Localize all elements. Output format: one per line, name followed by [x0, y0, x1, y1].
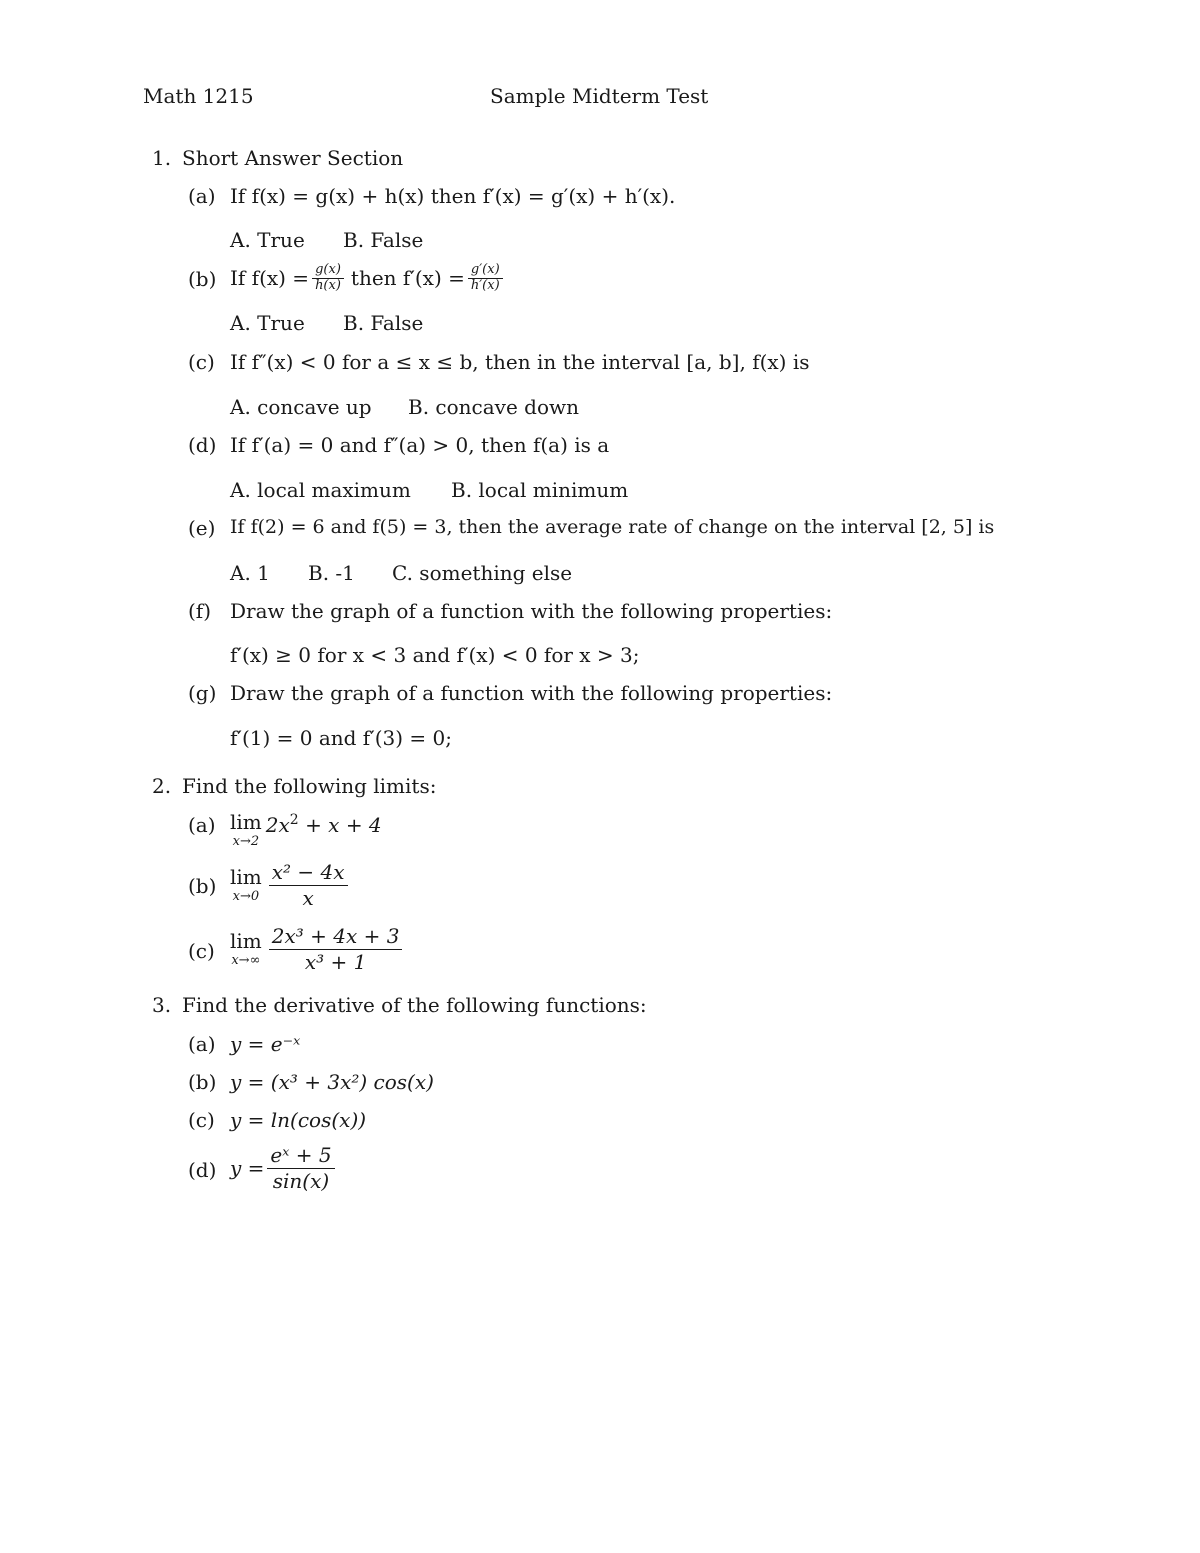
- q3a-text: y = e⁻ˣ: [230, 1032, 301, 1056]
- q2b-limit: [230, 867, 262, 903]
- question-3-title: Find the derivative of the following functions:: [182, 993, 647, 1017]
- course-name: Math 1215: [143, 84, 254, 108]
- q1g-label: (g): [188, 681, 217, 705]
- q3d-prefix: y =: [230, 1156, 265, 1180]
- q1a-label: (a): [188, 184, 216, 208]
- q2a-label: (a): [188, 813, 216, 837]
- q3b-label: (b): [188, 1070, 217, 1094]
- question-2-title: Find the following limits:: [182, 774, 437, 798]
- question-2-number: 2.: [152, 774, 172, 798]
- q2b-fraction: [269, 860, 348, 911]
- q1d-choice-b: B. local minimum: [451, 478, 629, 502]
- q1d-text: If f′(a) = 0 and f″(a) > 0, then f(a) is a: [230, 433, 610, 457]
- q1b-fraction-2-denominator: h′(x): [470, 277, 500, 293]
- q3c-text: y = ln(cos(x)): [230, 1108, 367, 1132]
- q1e-label: (e): [188, 516, 216, 540]
- q1b-fraction-2-numerator: g′(x): [468, 263, 503, 279]
- q1b-prefix: If f(x) =: [230, 266, 310, 290]
- q2b-lim-word: lim: [230, 865, 262, 889]
- q3d-fraction: [267, 1143, 334, 1194]
- q2b-lim-sub: x→0: [232, 889, 260, 904]
- question-1-title: Short Answer Section: [182, 146, 404, 170]
- q3d-label: (d): [188, 1158, 217, 1182]
- q1b-choice-b: B. False: [343, 311, 424, 335]
- q1a-choice-b: B. False: [343, 228, 424, 252]
- q1b-mid: then f′(x) =: [350, 266, 465, 290]
- q1e-choice-c: C. something else: [392, 561, 573, 585]
- q2a-expr-base: 2x: [265, 813, 290, 837]
- q1g-text: Draw the graph of a function with the following properties:: [230, 681, 833, 705]
- q1b-label: (b): [188, 267, 217, 291]
- q3c-label: (c): [188, 1108, 215, 1132]
- q3a-label: (a): [188, 1032, 216, 1056]
- q2c-limit: [230, 931, 262, 967]
- q1c-text: If f″(x) < 0 for a ≤ x ≤ b, then in the interval [a, b], f(x) is: [230, 350, 810, 374]
- q3d-denominator: sin(x): [272, 1168, 330, 1193]
- q1e-choice-b: B. -1: [308, 561, 355, 585]
- q2a-limit: [230, 812, 262, 848]
- q2a-lim-word: lim: [230, 810, 262, 834]
- q2a-expr: [265, 812, 382, 837]
- q2a-expr-rest: + x + 4: [305, 813, 382, 837]
- q3d-numerator: eˣ + 5: [267, 1143, 334, 1169]
- q2c-label: (c): [188, 939, 215, 963]
- q1c-choice-a: A. concave up: [230, 395, 372, 419]
- q2c-numerator: 2x³ + 4x + 3: [269, 924, 403, 950]
- q2a-lim-sub: x→2: [232, 834, 260, 849]
- q1b-fraction-1-denominator: h(x): [315, 277, 341, 293]
- q1c-label: (c): [188, 350, 215, 374]
- q1g-condition: f′(1) = 0 and f′(3) = 0;: [230, 726, 453, 750]
- q1b-fraction-1-numerator: g(x): [312, 263, 344, 279]
- q2c-fraction: [269, 924, 403, 975]
- q2b-denominator: x: [302, 885, 314, 910]
- q2a-expr-exp: 2: [289, 812, 299, 829]
- question-3-number: 3.: [152, 993, 172, 1017]
- q1d-choice-a: A. local maximum: [230, 478, 411, 502]
- q1f-condition: f′(x) ≥ 0 for x < 3 and f′(x) < 0 for x > 3;: [230, 643, 640, 667]
- q1c-choice-b: B. concave down: [408, 395, 579, 419]
- q2b-expression: [230, 858, 351, 912]
- q2a-expression: [230, 812, 382, 848]
- q2c-lim-word: lim: [230, 929, 262, 953]
- q1f-label: (f): [188, 599, 212, 623]
- q1e-choice-a: A. 1: [230, 561, 270, 585]
- q1e-text: If f(2) = 6 and f(5) = 3, then the average rate of change on the interval [2, 5] is: [230, 516, 995, 538]
- q1b-choice-a: A. True: [230, 311, 305, 335]
- q3d-expression: [230, 1140, 338, 1196]
- q2c-expression: [230, 922, 405, 976]
- page-title: Sample Midterm Test: [490, 84, 709, 108]
- q2b-numerator: x² − 4x: [269, 860, 348, 886]
- q1a-choice-a: A. True: [230, 228, 305, 252]
- question-1-number: 1.: [152, 146, 172, 170]
- q3b-text: y = (x³ + 3x²) cos(x): [230, 1070, 434, 1094]
- q1d-label: (d): [188, 433, 217, 457]
- q1b-fraction-2: [468, 263, 503, 294]
- q1b-statement: [230, 259, 506, 297]
- q1f-text: Draw the graph of a function with the following properties:: [230, 599, 833, 623]
- q2b-label: (b): [188, 874, 217, 898]
- q2c-denominator: x³ + 1: [304, 949, 367, 974]
- q1a-text: If f(x) = g(x) + h(x) then f′(x) = g′(x) + h′(x).: [230, 184, 676, 208]
- q2c-lim-sub: x→∞: [231, 953, 261, 968]
- q1b-fraction-1: [312, 263, 344, 294]
